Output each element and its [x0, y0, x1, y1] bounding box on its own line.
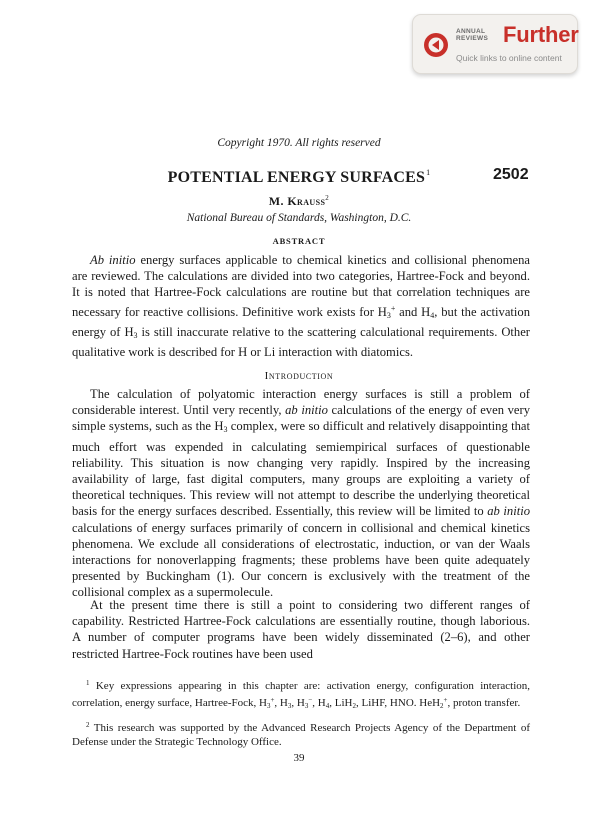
footnote-mark: 1: [86, 679, 90, 687]
introduction-paragraph: The calculation of polyatomic interaction energy surfaces is still a problem of considerable interest. Until very recently, ab initio calculations of the energy of even very simple systems, such as the $H_3$ complex, were so difficult and relatively disappointing that much effort was expended in calculating semiempirical surfaces of questionable reliability. This situation is now changing very rapidly. Inspired by the increasing availability of large, fast digital computers, many groups are exploiting a variety of theoretical techniques. This review will not attempt to describe the underlying theoretical basis for the energy surfaces described. Essentially, this review will be limited to ab initio calculations of energy surfaces primarily of concern in collisional and chemical kinetics phenomena. We exclude all considerations of electrostatic, induction, or van der Waals interactions for nonoverlapping fragments; these problems have been quite adequately presented by Buckingham (1). Our concern is exclusively with the treatment of the collisional complex as a supermolecule.: [72, 387, 530, 600]
abstract-text: Ab initio energy surfaces applicable to chemical kinetics and collisional phenomena are reviewed. The calculations are divided into two categories, Hartree-Fock and beyond. It is noted that Hartree-Fock calculations are routine but that correlation techniques are necessary for reactive collisions. Definitive work exists for $H_3^+$ and $H_4$, but the activation energy of $H_3$ is still inaccurate relative to the scattering calculational requirements. Other qualitative work is described for H or Li interaction with diatomics.: [72, 253, 531, 360]
italic-term: ab initio: [285, 403, 328, 418]
page-number: 39: [293, 752, 305, 764]
document-number: 2502: [493, 166, 529, 183]
italic-term: Ab initio: [90, 253, 136, 267]
superscript: +: [270, 696, 275, 704]
subscript: 3: [287, 702, 292, 710]
subscript: 2: [352, 702, 356, 710]
subscript: 3: [133, 330, 138, 340]
footnote-1-text: Key expressions appearing in this chapter are: activation energy, configuration interaction, correlation, energy surface, Hartree-Fock, $H_3^+$, $H_3$, $H_3^-$, $H_4$, LiH$_2$, LiHF, HNO. HeH$_2$+, proton transfer.: [72, 680, 530, 710]
badge-subtitle: Quick links to online content: [456, 53, 562, 63]
annual-reviews-logo-icon: [423, 32, 449, 58]
italic-term: ab initio: [487, 504, 530, 519]
author-affiliation: National Bureau of Standards, Washington, D.C.: [186, 212, 412, 224]
subscript: 4: [430, 310, 435, 320]
superscript: +: [443, 696, 448, 704]
introduction-paragraph: At the present time there is still a point to considering two different ranges of capability. Restricted Hartree-Fock calculations are essentially routine, though laborious. A number of computer programs have been widely disseminated (2–6), and other restricted Hartree-Fock routines have been used: [72, 598, 530, 661]
superscript: −: [308, 696, 313, 704]
subscript: 3: [223, 425, 228, 435]
introduction-heading: Introduction: [264, 370, 334, 382]
author-name: M. Krauss$^2$: [268, 194, 330, 208]
badge-title: Further: [503, 22, 579, 47]
copyright-line: Copyright 1970. All rights reserved: [217, 137, 381, 149]
subscript: 3: [386, 310, 391, 320]
annual-reviews-further-badge[interactable]: [412, 14, 578, 74]
footnote-2: [72, 718, 530, 749]
subscript: 3: [304, 702, 309, 710]
superscript: +: [390, 303, 396, 313]
annual-reviews-wordmark: ANNUAL REVIEWS: [456, 28, 489, 42]
subscript: 3: [266, 702, 271, 710]
subscript: 2: [440, 702, 444, 710]
footnote-mark: 2: [86, 721, 90, 729]
abstract-heading: ABSTRACT: [272, 236, 326, 246]
author-footnote-mark: 2: [325, 194, 330, 202]
subscript: 4: [325, 702, 330, 710]
article-title: POTENTIAL ENERGY SURFACES$^1$: [167, 168, 431, 186]
footnote-1: [72, 676, 530, 713]
title-footnote-mark: 1: [426, 168, 431, 177]
footnote-2-text: This research was supported by the Advanced Research Projects Agency of the Department of Defense under the Strategic Technology Office.: [72, 722, 530, 748]
